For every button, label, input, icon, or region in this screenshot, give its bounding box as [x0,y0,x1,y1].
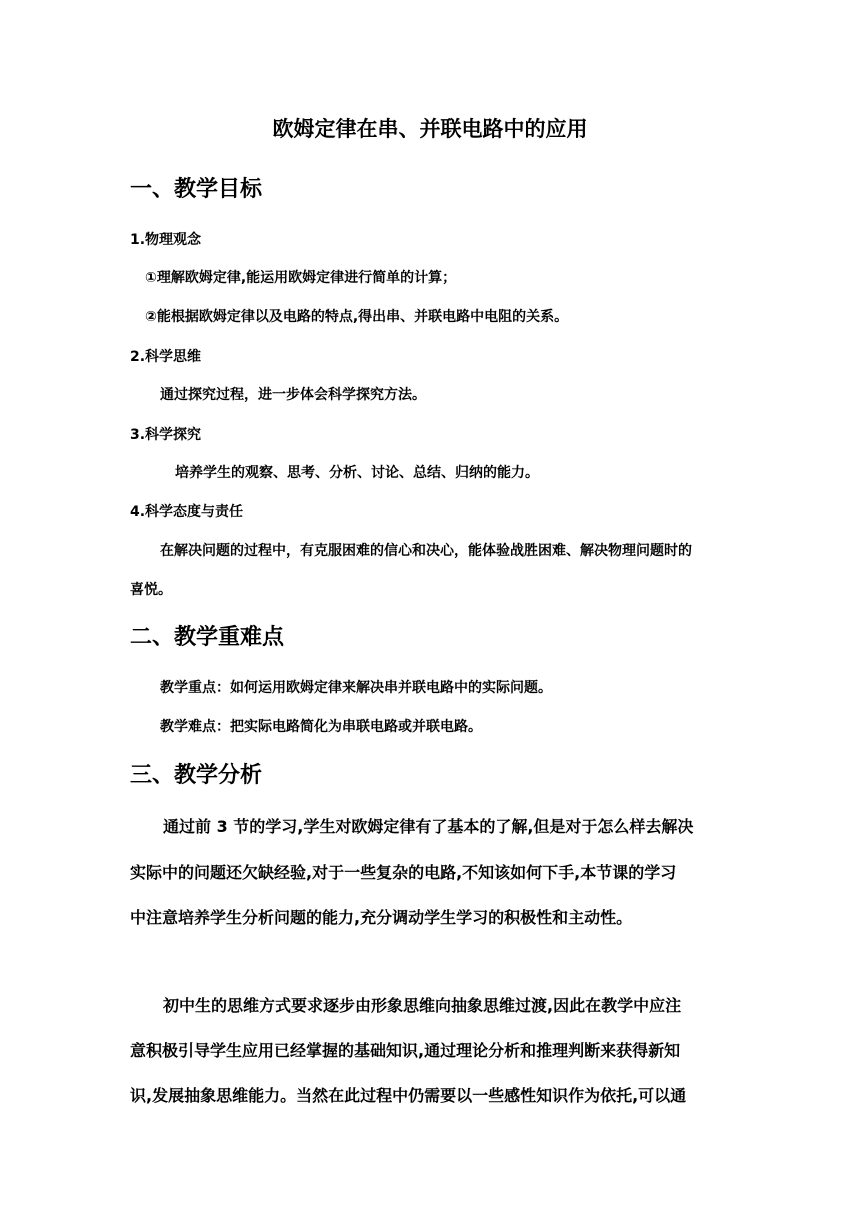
attitude-text-line-2: 喜悦。 [130,582,172,598]
analysis-paragraph-2-line-2: 意积极引导学生应用已经掌握的基础知识,通过理论分析和推理判断来获得新知 [130,1041,681,1060]
subsection-heading-scientific-inquiry: 3.科学探究 [130,427,202,443]
analysis-paragraph-1-line-1: 通过前 3 节的学习,学生对欧姆定律有了基本的了解,但是对于怎么样去解决 [163,817,694,836]
subsection-heading-physics-concepts: 1.物理观念 [130,232,202,248]
section-heading-teaching-analysis: 三、教学分析 [130,763,263,788]
analysis-paragraph-1-line-2: 实际中的问题还欠缺经验,对于一些复杂的电路,不知该如何下手,本节课的学习 [130,863,677,882]
objective-item-1: ①理解欧姆定律,能运用欧姆定律进行简单的计算； [145,270,457,286]
analysis-paragraph-2-line-3: 识,发展抽象思维能力。当然在此过程中仍需要以一些感性知识作为依托,可以通 [130,1086,687,1105]
objective-item-2: ②能根据欧姆定律以及电路的特点,得出串、并联电路中电阻的关系。 [145,309,569,325]
document-title: 欧姆定律在串、并联电路中的应用 [272,117,588,141]
subsection-heading-attitude-responsibility: 4.科学态度与责任 [130,504,244,520]
analysis-paragraph-1-line-3: 中注意培养学生分析问题的能力,充分调动学生学习的积极性和主动性。 [130,908,633,927]
section-heading-teaching-objectives: 一、教学目标 [130,177,263,202]
subsection-heading-scientific-thinking: 2.科学思维 [130,349,202,365]
analysis-paragraph-2-line-1: 初中生的思维方式要求逐步由形象思维向抽象思维过渡,因此在教学中应注 [163,996,682,1015]
key-point-text: 教学重点：如何运用欧姆定律来解决串并联电路中的实际问题。 [160,680,552,696]
scientific-inquiry-text: 培养学生的观察、思考、分析、讨论、总结、归纳的能力。 [175,465,539,481]
difficult-point-text: 教学难点：把实际电路简化为串联电路或并联电路。 [160,719,482,735]
attitude-text-line-1: 在解决问题的过程中，有克服困难的信心和决心，能体验战胜困难、解决物理问题时的 [160,543,692,559]
scientific-thinking-text: 通过探究过程，进一步体会科学探究方法。 [160,387,426,403]
section-heading-key-difficult-points: 二、教学重难点 [130,625,285,650]
